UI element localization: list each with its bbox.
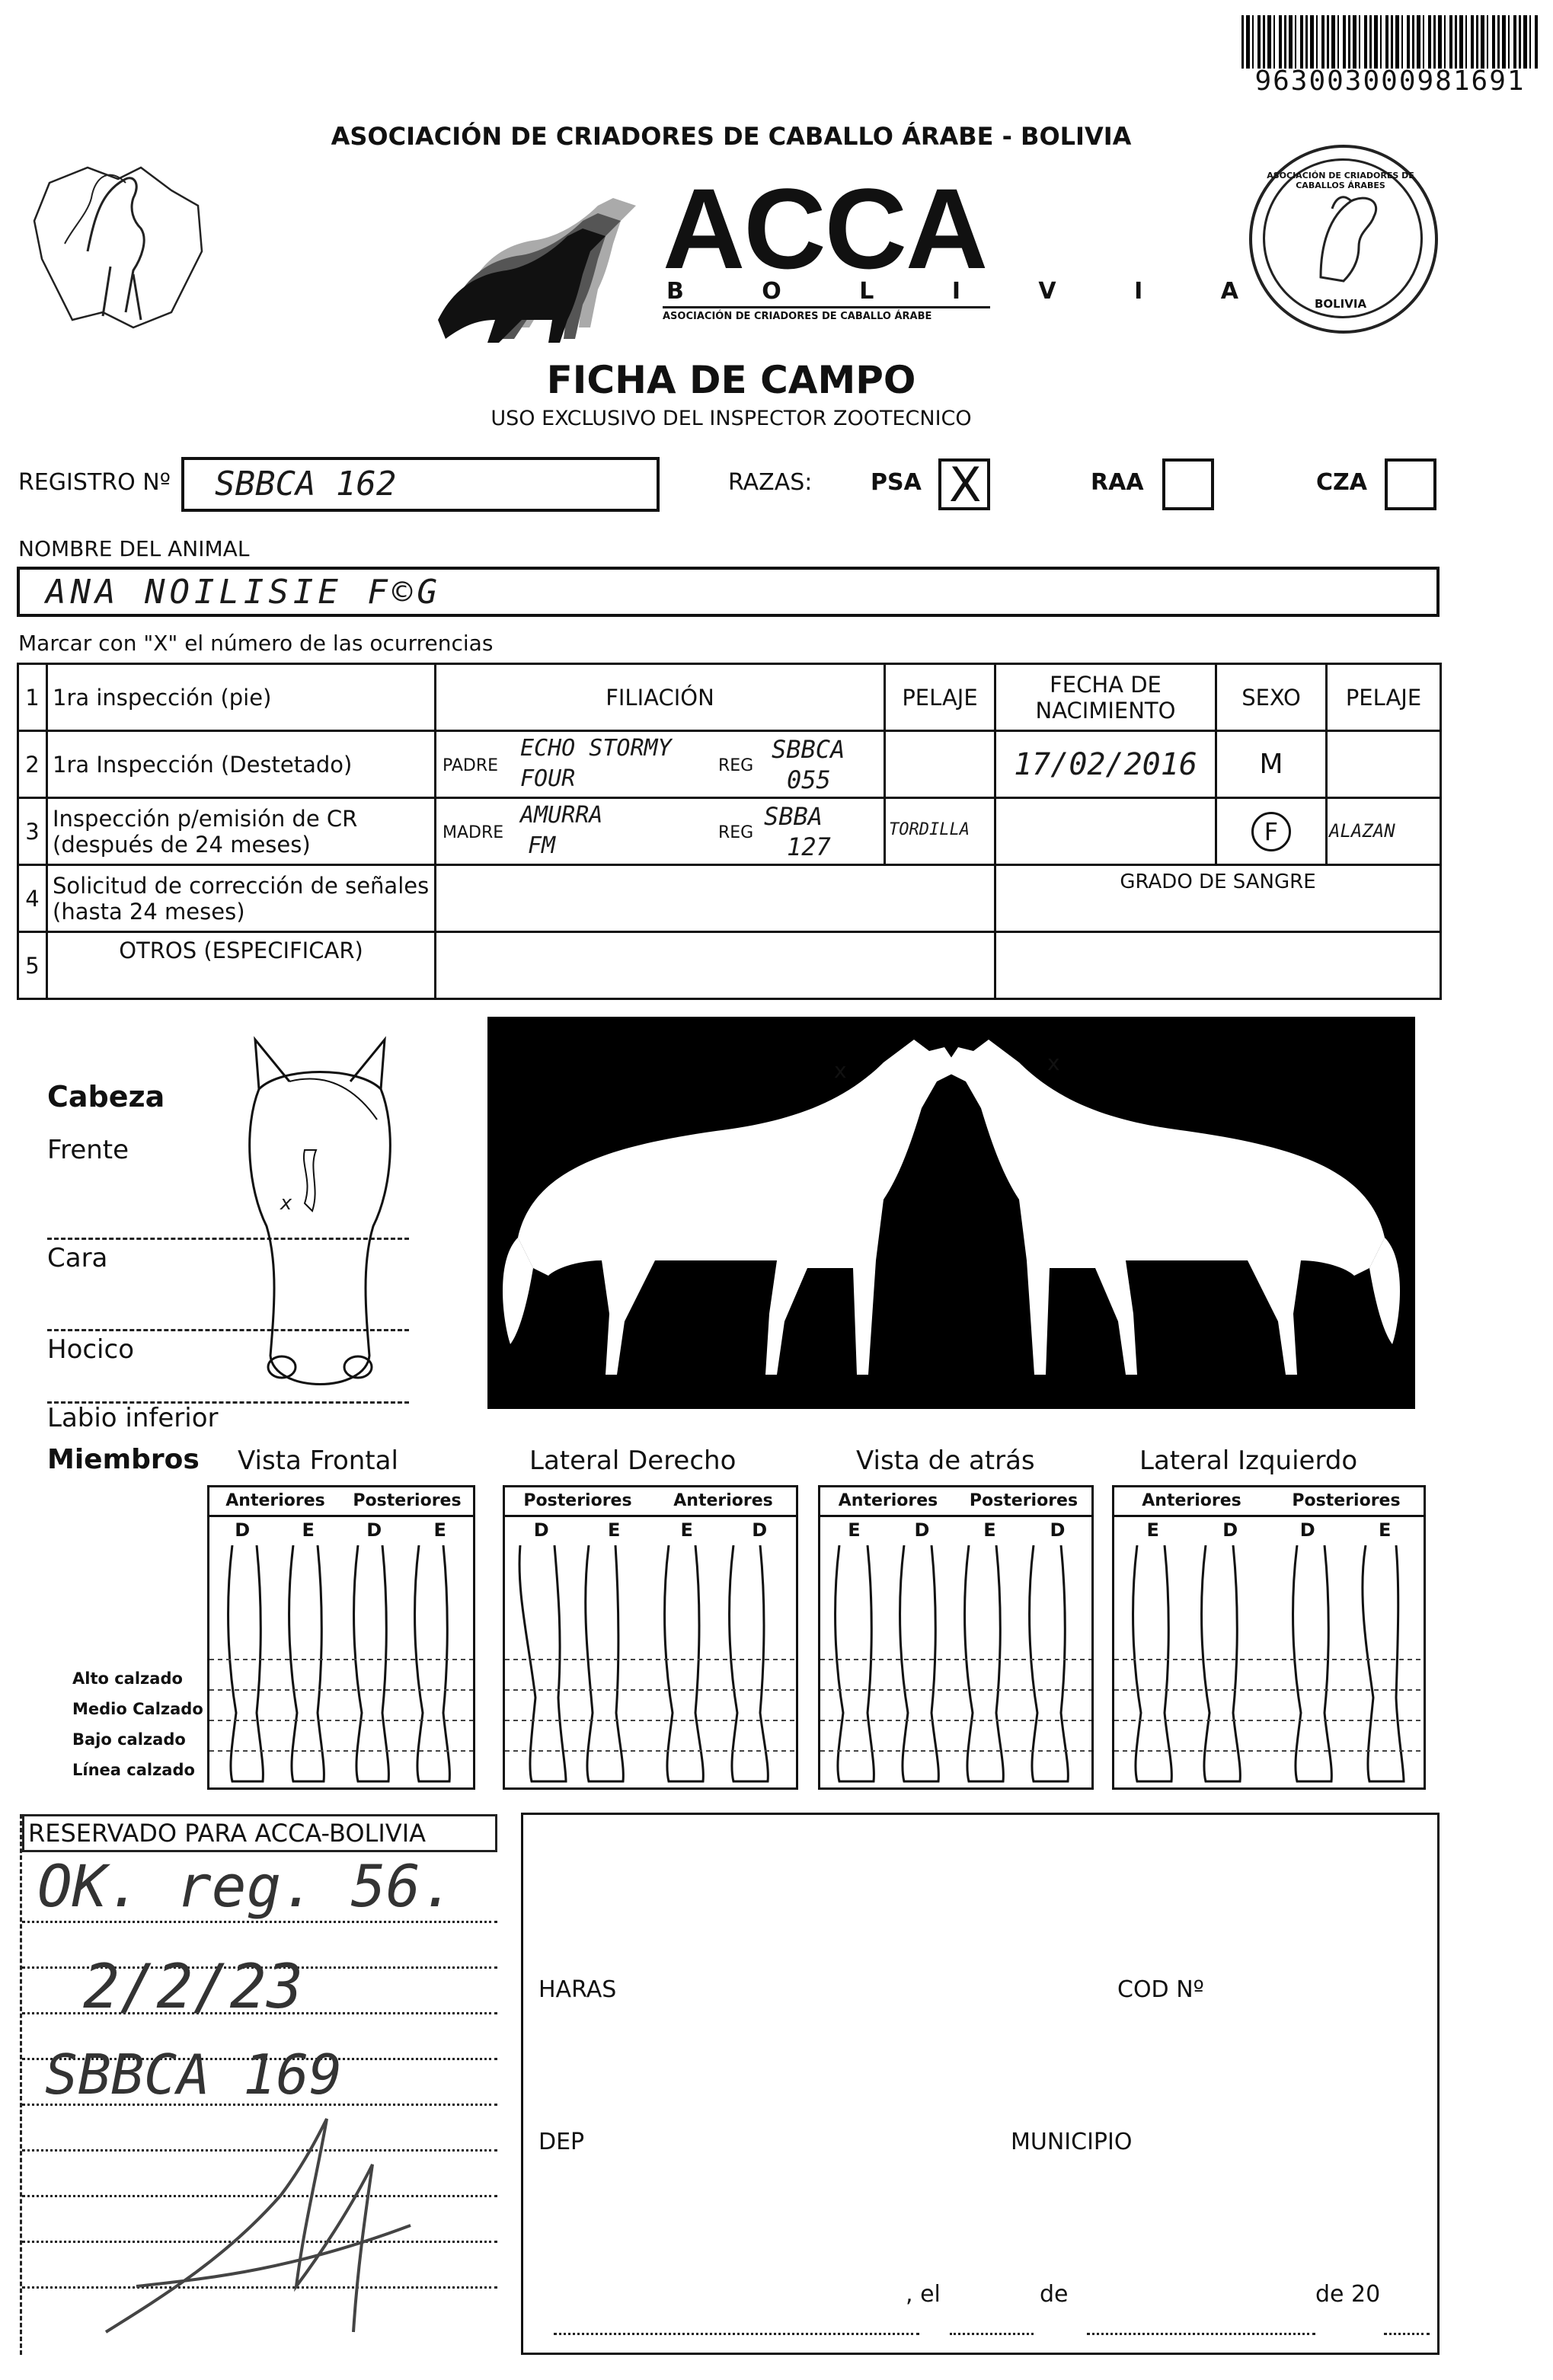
cza-label: CZA bbox=[1316, 469, 1367, 496]
raa-checkbox[interactable] bbox=[1162, 458, 1214, 510]
psa-check-mark: X bbox=[949, 457, 982, 513]
inspection-table bbox=[17, 663, 1442, 1000]
acca-logo-country: B O L I V I A bbox=[666, 278, 1273, 305]
association-title: ASOCIACIÓN DE CRIADORES DE CABALLO ÁRABE - BOLIVIA bbox=[331, 122, 1132, 151]
row-4-filiacion-empty[interactable] bbox=[436, 865, 995, 932]
row-5-empty[interactable] bbox=[436, 932, 995, 999]
municipio-label: MUNICIPIO bbox=[1011, 2129, 1133, 2155]
legs-atras-l3: E bbox=[983, 1519, 996, 1541]
row-4-number: 4 bbox=[18, 865, 47, 932]
legs-frontal-h2: Posteriores bbox=[353, 1491, 462, 1510]
haras-box[interactable] bbox=[521, 1813, 1440, 2355]
padre-cell[interactable] bbox=[436, 731, 885, 798]
reservado-line-1 bbox=[22, 1921, 497, 1923]
padre-reg-1: SBBCA bbox=[772, 735, 845, 764]
bajo-calzado-label: Bajo calzado bbox=[72, 1730, 186, 1749]
legs-derecho-l1: D bbox=[533, 1519, 549, 1541]
cabeza-title: Cabeza bbox=[47, 1080, 165, 1113]
grado-sangre-field[interactable] bbox=[995, 932, 1441, 999]
nombre-value: ANA NOILISIE F©G bbox=[46, 573, 442, 612]
legs-izquierdo-icon bbox=[1114, 1545, 1424, 1787]
view-frontal-title: Vista Frontal bbox=[238, 1446, 398, 1476]
linea-calzado-label: Línea calzado bbox=[72, 1761, 195, 1779]
row-3-label[interactable]: Inspección p/emisión de CR (después de 24 meses) bbox=[47, 798, 436, 865]
legs-derecho-l2: E bbox=[608, 1519, 621, 1541]
registro-label: REGISTRO Nº bbox=[18, 469, 171, 496]
madre-value-1: AMURRA bbox=[520, 802, 603, 829]
legs-frontal-icon bbox=[209, 1545, 473, 1787]
barcode-number: 963003000981691 bbox=[1254, 65, 1526, 97]
fecha-nacimiento-cell[interactable] bbox=[995, 731, 1216, 798]
madre-cell[interactable] bbox=[436, 798, 885, 865]
acca-logo-subtitle: ASOCIACIÓN DE CRIADORES DE CABALLO ÁRABE bbox=[663, 311, 932, 322]
horses-lateral-icon bbox=[487, 1017, 1415, 1409]
legs-frontal-l3: D bbox=[366, 1519, 382, 1541]
view-atras-title: Vista de atrás bbox=[856, 1446, 1035, 1476]
legs-izquierdo-h2: Posteriores bbox=[1292, 1491, 1401, 1510]
reservado-box[interactable] bbox=[20, 1814, 497, 2355]
reservado-title: RESERVADO PARA ACCA-BOLIVIA bbox=[28, 1819, 427, 1848]
de20-label: de 20 bbox=[1315, 2281, 1381, 2308]
filiacion-header: FILIACIÓN bbox=[436, 664, 885, 731]
row-2-label[interactable]: 1ra Inspección (Destetado) bbox=[47, 731, 436, 798]
fecha-nacimiento-header: FECHA DE NACIMIENTO bbox=[995, 664, 1216, 731]
acca-logo-text: ACCA bbox=[663, 165, 987, 292]
cabeza-frente-label: Frente bbox=[47, 1135, 129, 1165]
legs-atras-box[interactable] bbox=[818, 1485, 1094, 1790]
legs-derecho-l3: E bbox=[680, 1519, 693, 1541]
legs-derecho-h1: Posteriores bbox=[523, 1491, 632, 1510]
legs-derecho-icon bbox=[505, 1545, 796, 1787]
padre-reg-2: 055 bbox=[787, 765, 831, 794]
medio-calzado-label: Medio Calzado bbox=[72, 1700, 203, 1718]
raa-label: RAA bbox=[1091, 469, 1144, 496]
horse-head-seal-icon bbox=[1298, 186, 1389, 292]
padre-value-1: ECHO STORMY bbox=[520, 735, 672, 762]
horse-left-mark: x bbox=[1047, 1050, 1060, 1075]
legs-derecho-l4: D bbox=[752, 1519, 768, 1541]
place-line[interactable] bbox=[554, 2333, 919, 2335]
year-line[interactable] bbox=[1384, 2333, 1430, 2335]
madre-reg-2: 127 bbox=[787, 832, 831, 861]
row-3-number: 3 bbox=[18, 798, 47, 865]
cabeza-cara-label: Cara bbox=[47, 1243, 108, 1273]
psa-checkbox[interactable] bbox=[938, 457, 990, 513]
legs-izquierdo-h1: Anteriores bbox=[1142, 1491, 1241, 1510]
madre-label: MADRE bbox=[443, 823, 504, 842]
instruction-text: Marcar con "X" el número de las ocurrencias bbox=[18, 631, 494, 656]
fecha-empty[interactable] bbox=[995, 798, 1216, 865]
padre-label: PADRE bbox=[443, 756, 499, 775]
padre-reg-label: REG bbox=[718, 756, 754, 775]
legs-izquierdo-l4: E bbox=[1379, 1519, 1392, 1541]
grado-sangre-header: GRADO DE SANGRE bbox=[995, 865, 1441, 932]
horse-head-front-icon bbox=[228, 1036, 411, 1417]
sexo-f-cell[interactable] bbox=[1216, 798, 1327, 865]
view-izquierdo-title: Lateral Izquierdo bbox=[1139, 1446, 1358, 1476]
legs-atras-h1: Anteriores bbox=[838, 1491, 938, 1510]
reservado-note-3: SBBCA 169 bbox=[45, 2043, 343, 2107]
cabeza-labio-label: Labio inferior bbox=[47, 1403, 219, 1433]
psa-label: PSA bbox=[871, 469, 922, 496]
row-2-number: 2 bbox=[18, 731, 47, 798]
form-title: FICHA DE CAMPO bbox=[546, 358, 916, 402]
madre-pelaje-value: TORDILLA bbox=[889, 820, 970, 839]
legs-atras-icon bbox=[820, 1545, 1091, 1787]
legs-izquierdo-l2: D bbox=[1222, 1519, 1238, 1541]
sexo-m-cell[interactable]: M bbox=[1216, 731, 1327, 798]
sexo-f-circled: F bbox=[1251, 812, 1291, 851]
legs-izquierdo-box[interactable] bbox=[1112, 1485, 1426, 1790]
seal-bottom-text: BOLIVIA bbox=[1314, 297, 1367, 311]
horses-lateral-panel bbox=[487, 1017, 1415, 1409]
legs-frontal-l1: D bbox=[235, 1519, 251, 1541]
haras-label: HARAS bbox=[538, 1976, 617, 2003]
alto-calzado-label: Alto calzado bbox=[72, 1669, 183, 1688]
pelaje-value-cell[interactable] bbox=[1327, 798, 1441, 865]
pelaje-header-2: PELAJE bbox=[1327, 664, 1441, 731]
horse-right-mark: x bbox=[834, 1058, 847, 1083]
day-line[interactable] bbox=[950, 2333, 1034, 2335]
seal-top-text: ASOCIACIÓN DE CRIADORES DE CABALLOS ÁRABES bbox=[1267, 171, 1414, 190]
barcode bbox=[1241, 15, 1539, 69]
legs-izquierdo-l3: D bbox=[1299, 1519, 1315, 1541]
cabeza-hocico-label: Hocico bbox=[47, 1334, 135, 1365]
month-line[interactable] bbox=[1087, 2333, 1315, 2335]
cabeza-mark: x bbox=[280, 1192, 292, 1215]
registro-value: SBBCA 162 bbox=[215, 465, 397, 503]
madre-reg-1: SBBA bbox=[764, 802, 823, 831]
legs-frontal-box[interactable] bbox=[207, 1485, 475, 1790]
nombre-field[interactable] bbox=[17, 567, 1440, 617]
dep-label: DEP bbox=[538, 2129, 585, 2155]
cod-label: COD Nº bbox=[1117, 1976, 1204, 2003]
legs-frontal-h1: Anteriores bbox=[225, 1491, 325, 1510]
de-label: de bbox=[1040, 2281, 1069, 2308]
sexo-header: SEXO bbox=[1216, 664, 1327, 731]
acca-seal bbox=[1249, 145, 1438, 334]
row-4-label[interactable]: Solicitud de corrección de señales (hasta 24 meses) bbox=[47, 865, 436, 932]
row-1-label[interactable]: 1ra inspección (pie) bbox=[47, 664, 436, 731]
pelaje-2-empty[interactable] bbox=[1327, 731, 1441, 798]
fecha-nacimiento-value: 17/02/2016 bbox=[1014, 746, 1197, 782]
legs-derecho-box[interactable] bbox=[503, 1485, 798, 1790]
bolivia-horse-map-icon bbox=[19, 137, 217, 343]
cza-checkbox[interactable] bbox=[1385, 458, 1436, 510]
legs-atras-h2: Posteriores bbox=[969, 1491, 1078, 1510]
padre-pelaje-cell[interactable] bbox=[885, 731, 995, 798]
madre-value-2: FM bbox=[528, 832, 556, 859]
row-5-label[interactable]: OTROS (ESPECIFICAR) bbox=[47, 932, 436, 999]
madre-pelaje-cell[interactable] bbox=[885, 798, 995, 865]
razas-label: RAZAS: bbox=[728, 469, 813, 496]
legs-derecho-h2: Anteriores bbox=[673, 1491, 773, 1510]
madre-reg-label: REG bbox=[718, 823, 754, 842]
miembros-title: Miembros bbox=[47, 1444, 200, 1475]
registro-field[interactable] bbox=[181, 457, 660, 512]
legs-frontal-l2: E bbox=[302, 1519, 315, 1541]
legs-atras-l4: D bbox=[1050, 1519, 1066, 1541]
legs-frontal-l4: E bbox=[433, 1519, 446, 1541]
legs-atras-l2: D bbox=[914, 1519, 930, 1541]
reservado-note-2: 2/2/23 bbox=[83, 1951, 303, 2022]
pelaje-header: PELAJE bbox=[885, 664, 995, 731]
form-subtitle: USO EXCLUSIVO DEL INSPECTOR ZOOTECNICO bbox=[491, 407, 972, 430]
row-5-number: 5 bbox=[18, 932, 47, 999]
row-1-number: 1 bbox=[18, 664, 47, 731]
pelaje-value: ALAZAN bbox=[1329, 820, 1395, 842]
legs-atras-l1: E bbox=[848, 1519, 861, 1541]
padre-value-2: FOUR bbox=[520, 765, 576, 792]
view-derecho-title: Lateral Derecho bbox=[529, 1446, 737, 1476]
legs-izquierdo-l1: E bbox=[1146, 1519, 1159, 1541]
signature-mark bbox=[91, 2104, 456, 2347]
acca-horses-logo-icon bbox=[438, 175, 666, 343]
nombre-label: NOMBRE DEL ANIMAL bbox=[18, 536, 250, 561]
el-label: , el bbox=[906, 2281, 941, 2308]
reservado-note-1: OK. reg. 56. bbox=[37, 1852, 456, 1920]
logo-divider bbox=[663, 306, 990, 308]
